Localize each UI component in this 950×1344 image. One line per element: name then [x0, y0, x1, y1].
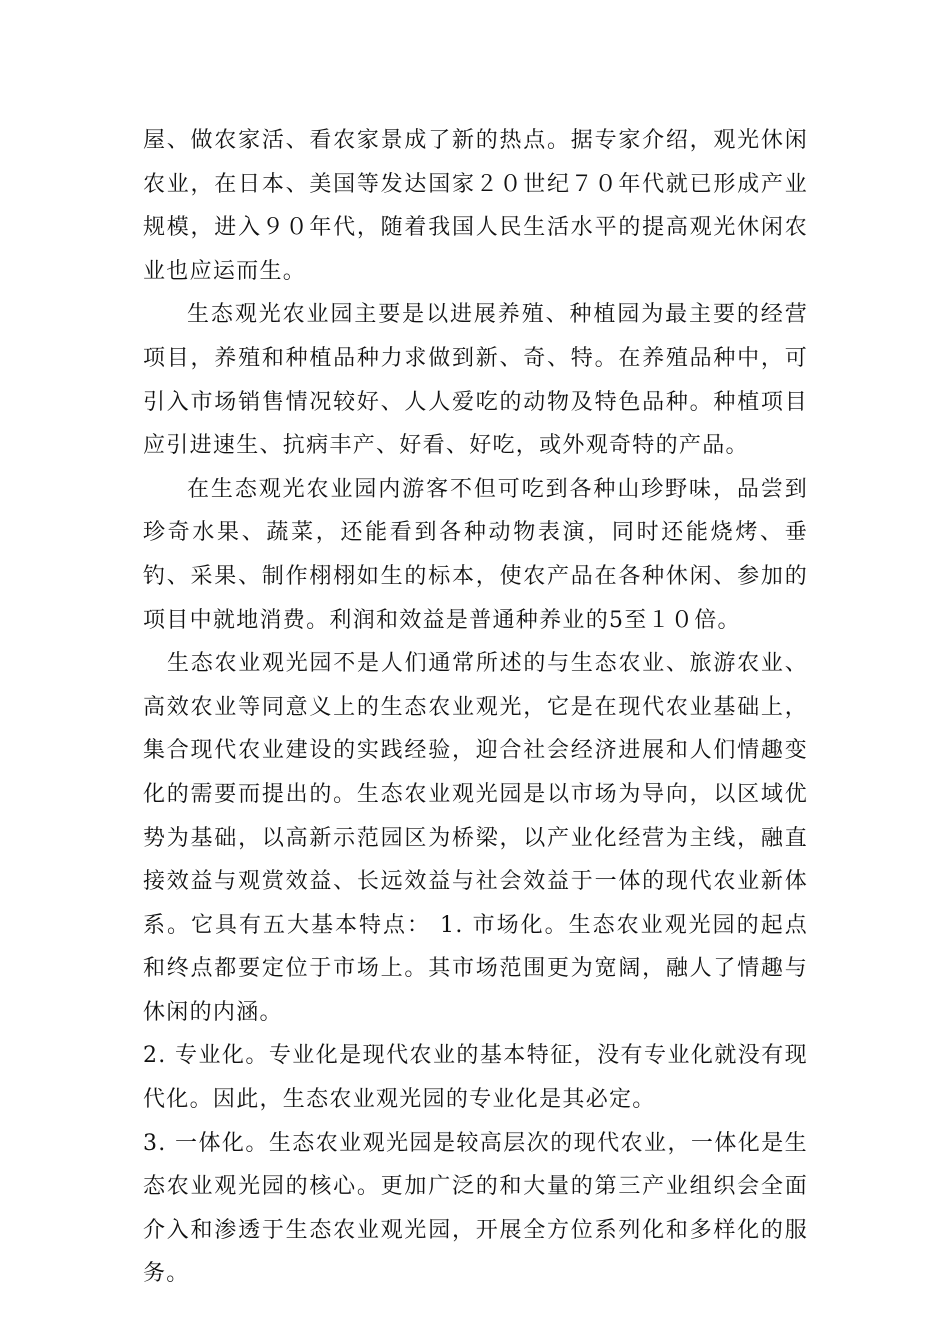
paragraph-feature-integration: 3. 一体化。生态农业观光园是较高层次的现代农业，一体化是生态农业观光园的核心。更加广泛的和大量的第三产业组织会全面介入和渗透于生态农业观光园，开展全方位系列化和多样化的服务。 — [143, 1130, 808, 1287]
paragraph-visitor-activities: 在生态观光农业园内游客不但可吃到各种山珍野味，品尝到珍奇水果、蔬菜，还能看到各种动物表演，同时还能烧烤、垂钓、采果、制作栩栩如生的标本，使农产品在各种休闲、参加的项目中就地消费。利润和效益是普通种养业的5至１０倍。 — [143, 476, 808, 633]
paragraph-park-operations: 生态观光农业园主要是以进展养殖、种植园为最主要的经营项目，养殖和种植品种力求做到新、奇、特。在养殖品种中，可引入市场销售情况较好、人人爱吃的动物及特色品种。种植项目应引进速生、抗病丰产、好看、好吃，或外观奇特的产品。 — [143, 302, 808, 459]
document-body — [143, 119, 808, 1296]
paragraph-definition-features: 生态农业观光园不是人们通常所述的与生态农业、旅游农业、高效农业等同意义上的生态农业观光，它是在现代农业基础上，集合现代农业建设的实践经验，迎合社会经济进展和人们情趣变化的需要而提出的。生态农业观光园是以市场为导向，以区域优势为基础，以高新示范园区为桥梁，以产业化经营为主线，融直接效益与观赏效益、长远效益与社会效益于一体的现代农业新体系。它具有五大基本特点： 1. 市场化。生态农业观光园的起点和终点都要定位于市场上。其市场范围更为宽阔，融人了情趣与休闲的内涵。 — [143, 651, 808, 1025]
paragraph-feature-specialization: 2. 专业化。专业化是现代农业的基本特征，没有专业化就没有现代化。因此，生态农业观光园的专业化是其必定。 — [143, 1043, 808, 1113]
paragraph-intro-continued: 屋、做农家活、看农家景成了新的热点。据专家介绍，观光休闲农业，在日本、美国等发达国家２０世纪７０年代就已形成产业规模，进入９０年代，随着我国人民生活水平的提高观光休闲农业也应运而生。 — [143, 128, 808, 284]
